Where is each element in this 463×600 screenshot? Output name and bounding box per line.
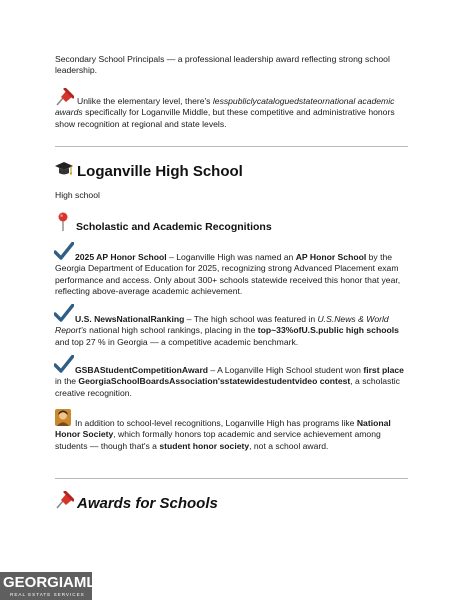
item-text: in the (55, 376, 79, 387)
item-text: by the Georgia Department of Education for 2025, recognizing strong Advanced Placement exam performance and access. Only about 300+ schools statewide received this honor that year, reflecting above-average academic achievement. (55, 252, 401, 297)
item-title: U.S. NewsNationalRanking (75, 314, 185, 324)
item-italic: U.S.News & World Report's (55, 314, 389, 336)
item-text: and top 27 % in Georgia — a competitive academic benchmark. (55, 336, 299, 347)
middle-school-note (55, 96, 410, 130)
divider-1 (55, 146, 408, 147)
item-text: – Loganville High was named an (166, 252, 296, 262)
watermark-tagline: REAL ESTATE SERVICES (10, 592, 85, 597)
georgia-mls-watermark (0, 572, 106, 600)
watermark-brand: GEORGIAMLS (3, 574, 106, 591)
item-bold: first place (363, 365, 404, 375)
note-text: , which formally honors top academic and service achievement among students — though that's a (55, 429, 381, 451)
list-item-gsba (55, 365, 410, 399)
note-text: , not a school award. (249, 440, 329, 451)
list-item-us-news (55, 314, 410, 348)
round-pushpin-icon (57, 212, 69, 232)
awards-title: Awards for Schools (77, 495, 218, 512)
note-italic: lesspubliclycataloguedstateornational academic awards (55, 96, 395, 118)
intro-paragraph (55, 54, 415, 77)
item-title: 2025 AP Honor School (75, 252, 167, 262)
pushpin-icon (54, 491, 74, 509)
item-bold: top~33%ofU.S.public high schools (257, 325, 399, 336)
item-title: GSBAStudentCompetitionAward (75, 365, 209, 375)
school-type: High school (55, 190, 100, 200)
item-text: , a scholastic creative recognition. (55, 376, 400, 398)
note-text: In addition to school-level recognitions, Loganville High has programs like (75, 418, 357, 428)
honor-society-note (55, 418, 410, 452)
graduation-cap-icon (54, 160, 74, 178)
note-text-2: specifically for Loganville Middle, but these competitive and administrative honors show recognition at regional and state levels. (55, 107, 395, 129)
list-item-ap-honor (55, 252, 410, 298)
item-text: national high school rankings, placing in the (86, 325, 258, 336)
note-text-1: Unlike the elementary level, there's (77, 96, 213, 106)
divider-2 (55, 478, 408, 479)
school-title: Loganville High School (77, 163, 243, 180)
item-bold: AP Honor School (295, 252, 367, 262)
section-title: Scholastic and Academic Recognitions (76, 221, 272, 233)
item-text: – A Loganville High School student won (208, 365, 364, 375)
note-bold: student honor society (159, 440, 250, 451)
intro-line-2: leadership. (55, 65, 98, 76)
item-bold: GeorgiaSchoolBoardsAssociation'sstatewidestudentvideo contest (78, 376, 351, 387)
item-text: – The high school was featured in (184, 314, 318, 324)
note-bold: National Honor Society (55, 418, 391, 440)
intro-line-1: Secondary School Principals — a professional leadership award reflecting strong school (55, 54, 390, 64)
